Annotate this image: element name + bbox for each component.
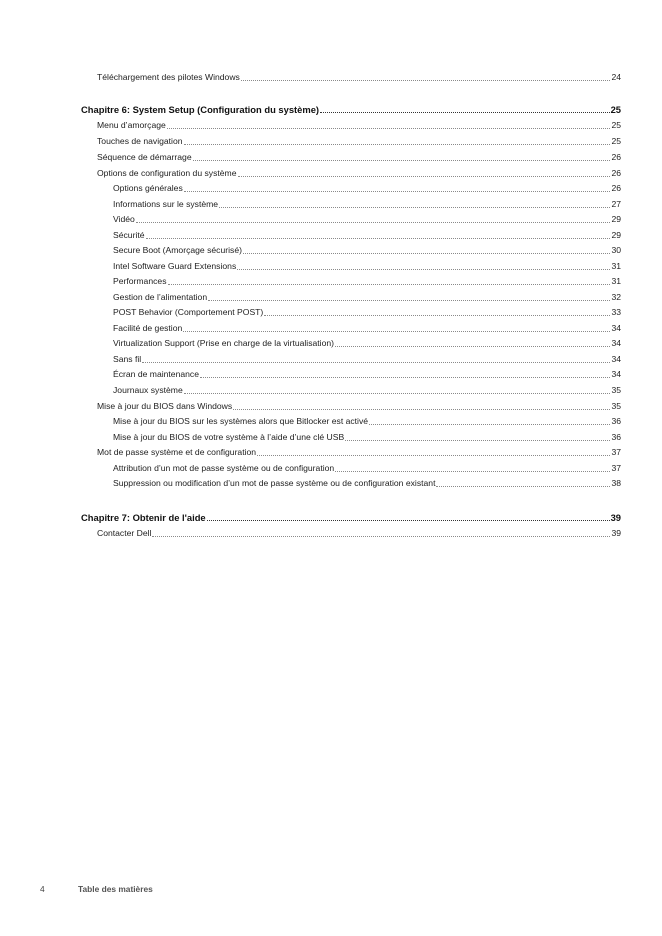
- toc-entry[interactable]: [113, 323, 621, 334]
- dot-leader: [238, 169, 611, 177]
- toc-page-number: 29: [611, 230, 621, 240]
- toc-entry[interactable]: [113, 432, 621, 443]
- page-footer: [40, 884, 153, 894]
- toc-entry-label: Écran de maintenance: [113, 369, 199, 379]
- toc-entry[interactable]: [113, 245, 621, 256]
- toc-entry-label: Suppression ou modification d’un mot de passe système ou de configuration existant: [113, 478, 436, 488]
- toc-page-number: 31: [611, 261, 621, 271]
- toc-entry[interactable]: [113, 199, 621, 210]
- dot-leader: [207, 513, 610, 521]
- dot-leader: [208, 293, 610, 301]
- toc-entry[interactable]: [97, 401, 621, 412]
- dot-leader: [184, 386, 611, 394]
- dot-leader: [264, 308, 610, 316]
- toc-entry-label: Chapitre 6: System Setup (Configuration du système): [81, 104, 320, 115]
- toc-entry-label: Mise à jour du BIOS sur les systèmes alors que Bitlocker est activé: [113, 416, 369, 426]
- toc-page-number: 37: [611, 463, 621, 473]
- toc-entry-label: Mot de passe système et de configuration: [97, 447, 257, 457]
- toc-entry-label: Options de configuration du système: [97, 168, 237, 178]
- toc-entry[interactable]: [97, 120, 621, 131]
- toc-chapter-entry[interactable]: [81, 512, 621, 523]
- toc-page-number: 34: [611, 323, 621, 333]
- footer-title: Table des matières: [78, 884, 153, 894]
- dot-leader: [183, 324, 610, 332]
- dot-leader: [345, 433, 610, 441]
- toc-entry[interactable]: [113, 183, 621, 194]
- toc-entry[interactable]: [97, 136, 621, 147]
- toc-entry-label: Chapitre 7: Obtenir de l'aide: [81, 512, 206, 523]
- dot-leader: [168, 277, 611, 285]
- dot-leader: [193, 153, 611, 161]
- dot-leader: [219, 200, 610, 208]
- toc-entry-label: Contacter Dell: [97, 528, 152, 538]
- toc-entry-label: Menu d’amorçage: [97, 120, 166, 130]
- toc-entry-label: Gestion de l’alimentation: [113, 292, 208, 302]
- toc-page-number: 25: [611, 120, 621, 130]
- dot-leader: [142, 355, 610, 363]
- dot-leader: [184, 137, 611, 145]
- toc-entry[interactable]: [113, 261, 621, 272]
- toc-entry-label: Sécurité: [113, 230, 145, 240]
- dot-leader: [152, 529, 610, 537]
- toc-page-number: 26: [611, 183, 621, 193]
- toc-page-number: 31: [611, 276, 621, 286]
- toc-page-number: 33: [611, 307, 621, 317]
- toc-entry[interactable]: [97, 152, 621, 163]
- toc-entry[interactable]: [113, 478, 621, 489]
- dot-leader: [200, 370, 610, 378]
- toc-page-number: 26: [611, 152, 621, 162]
- dot-leader: [237, 262, 610, 270]
- toc-page-number: 34: [611, 369, 621, 379]
- toc-entry[interactable]: [113, 214, 621, 225]
- toc-entry-label: Vidéo: [113, 214, 135, 224]
- toc-page-number: 32: [611, 292, 621, 302]
- toc-page-number: 29: [611, 214, 621, 224]
- toc-page-number: 39: [611, 528, 621, 538]
- toc-page-number: 37: [611, 447, 621, 457]
- toc-entry-label: Mise à jour du BIOS dans Windows: [97, 401, 233, 411]
- toc-entry-label: Virtualization Support (Prise en charge de la virtualisation): [113, 338, 335, 348]
- page-number: 4: [40, 884, 45, 894]
- toc-entry[interactable]: [113, 385, 621, 396]
- toc-page-number: 38: [611, 478, 621, 488]
- dot-leader: [335, 464, 610, 472]
- toc-entry[interactable]: [113, 338, 621, 349]
- toc-entry[interactable]: [97, 168, 621, 179]
- toc-page-number: 24: [611, 72, 621, 82]
- toc-page-number: 39: [610, 512, 621, 523]
- toc-entry[interactable]: [113, 354, 621, 365]
- toc-entry[interactable]: [113, 307, 621, 318]
- toc-page-number: 25: [611, 136, 621, 146]
- toc-entry[interactable]: [113, 292, 621, 303]
- toc-entry[interactable]: [113, 416, 621, 427]
- dot-leader: [243, 246, 610, 254]
- toc-page-number: 25: [610, 104, 621, 115]
- toc-entry-label: Secure Boot (Amorçage sécurisé): [113, 245, 242, 255]
- toc-entry-label: Sans fil: [113, 354, 142, 364]
- toc-page-number: 35: [611, 385, 621, 395]
- toc-entry[interactable]: [113, 463, 621, 474]
- toc-page-number: 36: [611, 432, 621, 442]
- toc-entry-label: POST Behavior (Comportement POST): [113, 307, 264, 317]
- toc-entry-label: Séquence de démarrage: [97, 152, 192, 162]
- toc-entry[interactable]: [113, 276, 621, 287]
- toc-page-number: 30: [611, 245, 621, 255]
- toc-entry-label: Intel Software Guard Extensions: [113, 261, 237, 271]
- toc-entry-label: Journaux système: [113, 385, 183, 395]
- dot-leader: [320, 105, 610, 113]
- toc-page-number: 34: [611, 354, 621, 364]
- toc-entry-label: Facilité de gestion: [113, 323, 183, 333]
- toc-entry-label: Performances: [113, 276, 167, 286]
- toc-page-number: 27: [611, 199, 621, 209]
- toc-entry[interactable]: [97, 447, 621, 458]
- toc-entry[interactable]: [113, 369, 621, 380]
- toc-entry-label: Téléchargement des pilotes Windows: [97, 72, 240, 82]
- dot-leader: [257, 448, 610, 456]
- dot-leader: [241, 73, 611, 81]
- toc-page-number: 36: [611, 416, 621, 426]
- toc-entry-label: Mise à jour du BIOS de votre système à l’aide d’une clé USB: [113, 432, 345, 442]
- toc-page-number: 26: [611, 168, 621, 178]
- dot-leader: [167, 121, 611, 129]
- toc-page-number: 34: [611, 338, 621, 348]
- toc-entry[interactable]: [113, 230, 621, 241]
- toc-entry-label: Options générales: [113, 183, 183, 193]
- toc-entry[interactable]: [97, 528, 621, 539]
- toc-entry-label: Informations sur le système: [113, 199, 219, 209]
- toc-entry-label: Attribution d’un mot de passe système ou de configuration: [113, 463, 335, 473]
- toc-entry[interactable]: [97, 72, 621, 83]
- dot-leader: [335, 339, 610, 347]
- toc-chapter-entry[interactable]: [81, 104, 621, 115]
- dot-leader: [436, 479, 610, 487]
- dot-leader: [369, 417, 610, 425]
- toc-entry-label: Touches de navigation: [97, 136, 183, 146]
- toc-page-number: 35: [611, 401, 621, 411]
- dot-leader: [233, 402, 610, 410]
- dot-leader: [184, 184, 611, 192]
- dot-leader: [146, 231, 611, 239]
- dot-leader: [136, 215, 611, 223]
